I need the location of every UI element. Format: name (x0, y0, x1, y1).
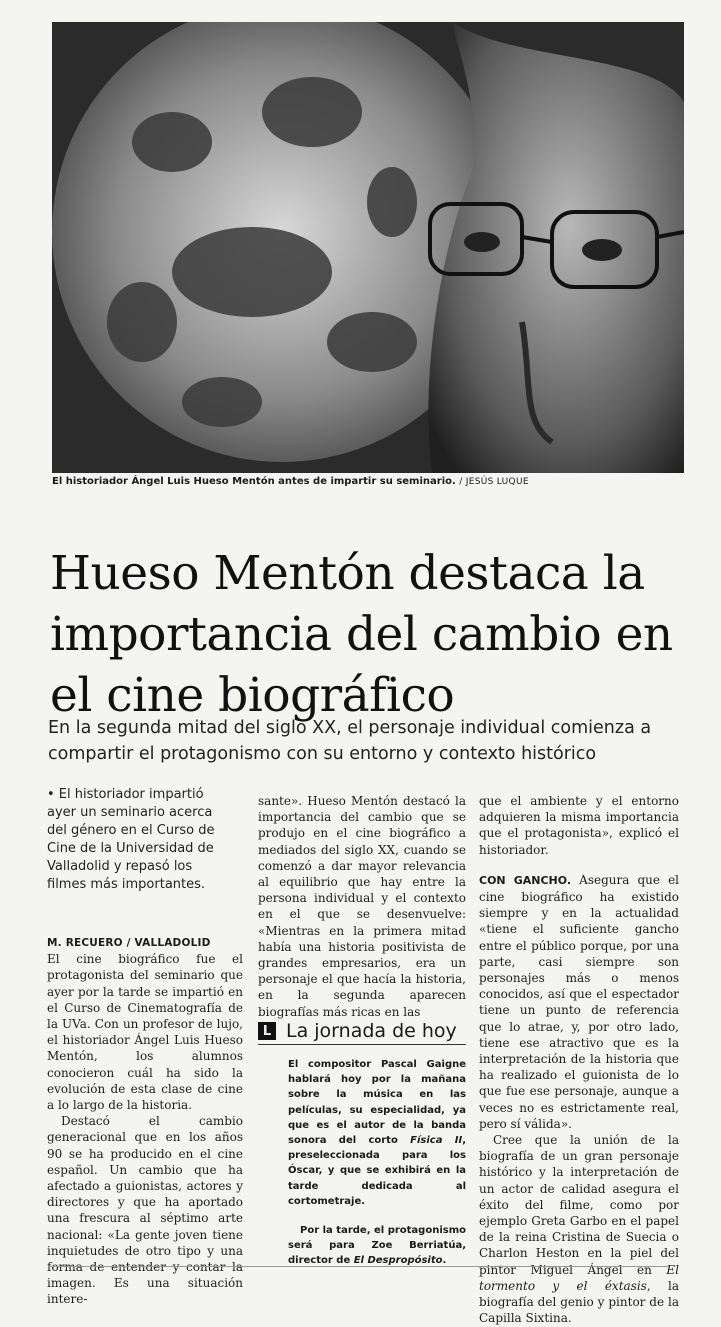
box-p1-text-end: , preseleccionada para los Óscar, y que se exhibirá en la tarde dedicada al cortometraje. (288, 1135, 466, 1207)
article-photo (52, 22, 684, 473)
box-p2-text: Por la tarde, el protagonismo será para Zoe Berriatúa, director de (288, 1225, 466, 1267)
summary-bullet: • El historiador impartió ayer un seminario acerca del género en el Curso de Cine de la Universidad de Valladolid y repasó los filmes más importantes. (47, 787, 215, 892)
column-3 (479, 793, 679, 1327)
column-2 (258, 793, 466, 1020)
bottom-rule (48, 1266, 668, 1267)
col3-p3-text-end: , la biografía del genio y pintor de la Capilla Sixtina. (479, 1278, 680, 1326)
photo-caption (52, 476, 692, 487)
box-paragraph-2 (288, 1223, 466, 1269)
col3-p3-text: Cree que la unión de la biografía de un gran personaje histórico y la interpretación de un actor de calidad asegura el éxito del filme, como por ejemplo Greta Garbo en el papel de la reina Cristina de Suecia o Charlon Heston en la piel del pintor Miguel Ángel en (479, 1133, 679, 1277)
caption-text: El historiador Ángel Luis Hueso Mentón antes de impartir su seminario. (52, 476, 456, 487)
col3-paragraph-3 (479, 1132, 679, 1326)
col3-paragraph-2 (479, 872, 679, 1132)
photo-credit: / JESÚS LUQUE (459, 477, 529, 487)
box-paragraph-1 (288, 1057, 466, 1209)
box-p1-text: El compositor Pascal Gaigne hablará hoy por la mañana sobre la música en las películas, su especialidad, ya que es el autor de la banda sonora del corto (288, 1059, 466, 1147)
section-icon: L (258, 1022, 276, 1040)
column-1 (47, 935, 243, 1308)
col1-paragraph-2: Destacó el cambio generacional que en los años 90 se ha producido en el cine español. Un cambio que ha afectado a guionistas, actores y directores y que ha aportado una frescura al séptimo arte nacional: «La gente joven tiene inquietudes de otro tipo y una forma de entender y contar la imagen. Es una situación intere- (47, 1114, 243, 1307)
box-p2-title: El Despropósito (353, 1255, 443, 1267)
col2-paragraph-1: sante». Hueso Mentón destacó la importancia del cambio que se produjo en el cine biográfico a mediados del siglo XX, cuando se comenzó a dar mayor relevancia al equilibrio que hay entre la persona individual y el contexto en el que se desenvuelve: «Mientras en la primera mitad había una historia positivista de grandes empresarios, era un personaje el que hacía la historia, en la segunda aparecen biografías más ricas en las (258, 794, 466, 1019)
film-title: El tormento y el éxtasis (479, 1262, 679, 1293)
box-title: La jornada de hoy (286, 1020, 457, 1042)
box-p2-text-end: . (442, 1255, 447, 1267)
headline: Hueso Mentón destaca la importancia del cambio en el cine biográfico (50, 546, 673, 724)
byline: M. RECUERO / VALLADOLID (47, 937, 211, 949)
sidebar-box (258, 1020, 466, 1269)
subheadline: En la segunda mitad del siglo XX, el personaje individual comienza a compartir el protagonismo con su entorno y contexto histórico (48, 718, 652, 764)
col3-p2-text: Asegura que el cine biográfico ha existido siempre y en la actualidad «tiene el suficiente gancho entre el público porque, por una parte, casi siempre son personajes más o menos conocidos, así que el espectador tiene un punto de referencia que lo atrae, y, por otro lado, tiene ese atractivo que es la interpretación de la historia que ha realizado el guionista de lo que fue ese personaje, aunque a veces no es estrictamente real, pero sí válida». (479, 872, 680, 1131)
col1-paragraph-1: El cine biográfico fue el protagonista del seminario que ayer por la tarde se impartió en el Curso de Cinematografía de la UVa. Con un profesor de lujo, el historiador Ángel Luis Hueso Mentón, los alumnos conocieron cuál ha sido la evolución de esta clase de cine a lo largo de la historia. (47, 952, 243, 1113)
box-body (258, 1057, 466, 1269)
col3-paragraph-1: que el ambiente y el entorno adquieren la misma importancia que el protagonista», explicó el historiador. (479, 794, 679, 857)
box-header (258, 1020, 466, 1045)
box-p1-title: Física II (410, 1135, 463, 1147)
runin-heading: CON GANCHO. (479, 873, 572, 887)
photo-image (52, 22, 684, 473)
